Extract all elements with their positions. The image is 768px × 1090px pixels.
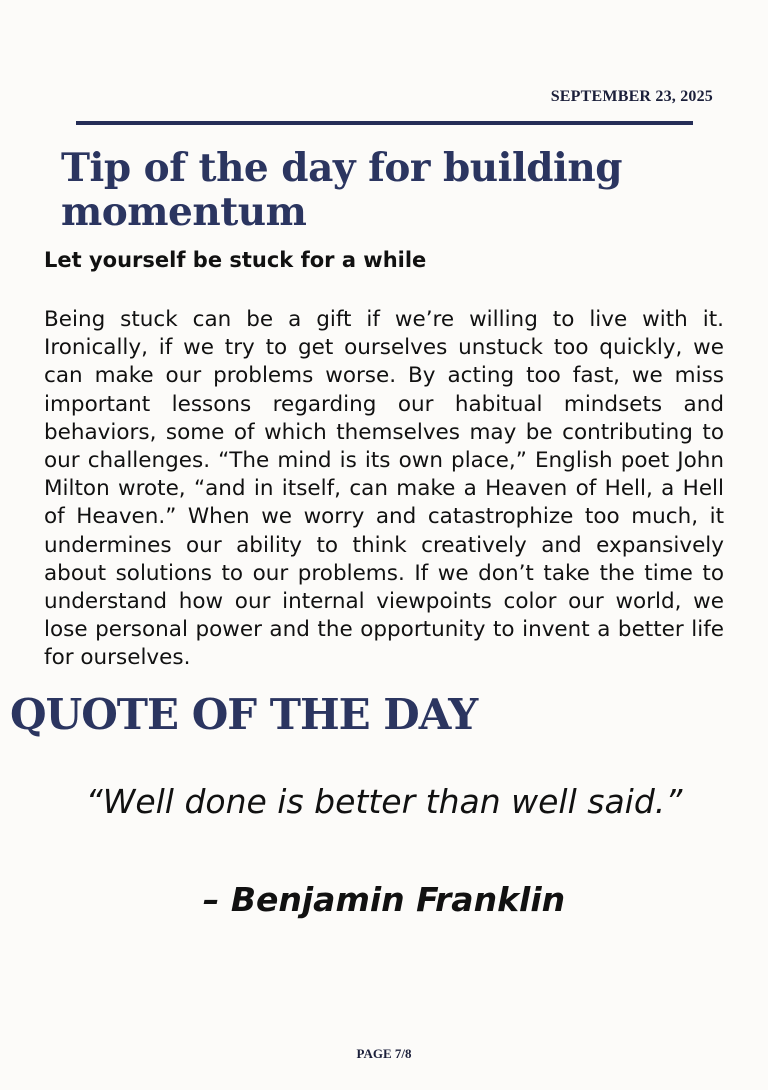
quote-heading: QUOTE OF THE DAY [10,690,478,739]
tip-title: Tip of the day for building momentum [61,145,622,235]
date-label: SEPTEMBER 23, 2025 [550,88,713,105]
quote-text: “Well done is better than well said.” [85,782,683,821]
header-divider [76,121,693,125]
quote-author: – Benjamin Franklin [202,880,566,919]
tip-subtitle: Let yourself be stuck for a while [44,248,427,272]
tip-body: Being stuck can be a gift if we’re willing to live with it. Ironically, if we try to get ourselves unstuck too quickly, we can make our problems worse. By acting too fast, we miss important lessons regarding our habitual mindsets and behaviors, some of which themselves may be contributing to our challenges. “The mind is its own place,” English poet John Milton wrote, “and in itself, can make a Heaven of Hell, a Hell of Heaven.” When we worry and catastrophize too much, it undermines our ability to think creatively and expansively about solutions to our problems. If we don’t take the time to understand how our internal viewpoints color our world, we lose personal power and the opportunity to invent a better life for ourselves. [44,307,724,671]
page-number: PAGE 7/8 [356,1046,412,1061]
